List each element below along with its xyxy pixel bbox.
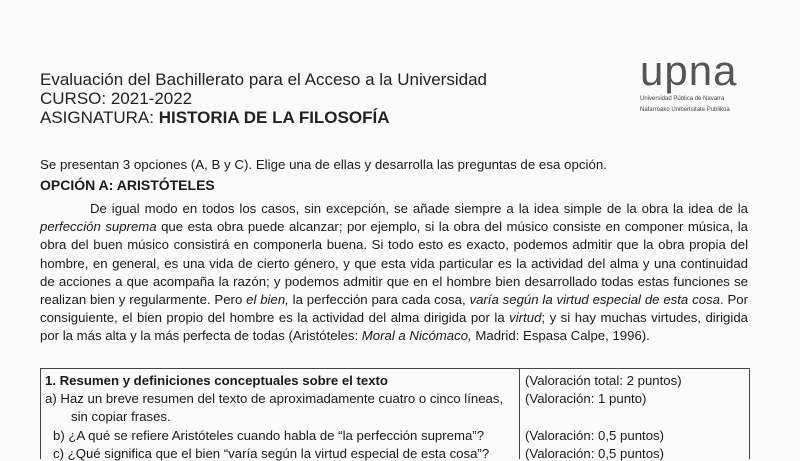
passage-emphasis: virtud [509, 310, 542, 326]
question-c: c) ¿Qué significa que el bien “varía según la virtud especial de esta cosa”? [53, 446, 490, 461]
passage-text: ; y si hay muchas virtudes, dirigida por la más alta y la más perfecta de todas (Aristóteles: [40, 310, 748, 344]
instructions: Se presentan 3 opciones (A, B y C). Elige una de ellas y desarrolla las preguntas de esa opción. [40, 157, 607, 172]
logo-subtitle-es: Universidad Pública de Navarra [640, 96, 725, 102]
course-line: CURSO: 2021-2022 [40, 89, 193, 108]
logo-subtitle-eu: Nafarroako Unibertsitate Publikoa [640, 107, 730, 113]
upna-logo [640, 47, 770, 114]
exam-title: Evaluación del Bachillerato para el Acceso a la Universidad [40, 70, 487, 89]
passage-paragraph [40, 200, 748, 346]
document-header [40, 70, 487, 127]
passage-text: De igual modo en todos los casos, sin excepción, se añade siempre a la idea simple de la obra la idea de la [90, 201, 748, 216]
question-1-title: 1. Resumen y definiciones conceptuales sobre el texto [45, 373, 388, 388]
column-divider [519, 369, 520, 459]
option-title: OPCIÓN A: ARISTÓTELES [40, 177, 215, 193]
passage-text: la perfección para cada cosa, [288, 292, 470, 308]
passage-emphasis: el bien, [246, 292, 289, 308]
question-a-line1: a) Haz un breve resumen del texto de aproximadamente cuatro o cinco líneas, [45, 391, 504, 406]
question-a-line2: sin copiar frases. [71, 409, 171, 424]
question-1-score: (Valoración total: 2 puntos) [525, 373, 682, 388]
passage-text: que esta obra puede alcanzar; por ejemplo, si la obra del músico consiste en componer música, la obra del buen músico consistirá en componerla buena. Si todo esto es exacto, podemos admitir que la obra propia del hombre, en general, es una vida de cierto género, y que esta vida particular es la actividad del alma y una continuidad de acciones a que acompaña la razón; y podemos admitir que en el hombre bien desarrollado todas estas funciones se realizan bien y regularmente. Pero [40, 219, 748, 308]
logo-wordmark: upna [640, 47, 738, 94]
question-b: b) ¿A qué se refiere Aristóteles cuando habla de “la perfección suprema”? [53, 428, 485, 443]
passage-emphasis: perfección suprema [40, 219, 157, 235]
passage-emphasis: varía según la virtud especial de esta cosa [469, 292, 720, 308]
passage-emphasis: Moral a Nicómaco, [361, 328, 472, 344]
subject-label: ASIGNATURA: [40, 108, 154, 127]
subject-value: HISTORIA DE LA FILOSOFÍA [158, 108, 390, 127]
subject-line [40, 108, 487, 127]
questions-table [40, 368, 750, 459]
passage [40, 200, 748, 346]
question-b-score: (Valoración: 0,5 puntos) [525, 428, 665, 443]
passage-text: . Por consiguiente, el bien propio del hombre es la actividad del alma dirigida por la [40, 292, 748, 326]
question-c-score: (Valoración: 0,5 puntos) [525, 446, 665, 461]
passage-text: Madrid: Espasa Calpe, 1996). [471, 328, 650, 344]
question-a-score: (Valoración: 1 punto) [525, 391, 647, 406]
